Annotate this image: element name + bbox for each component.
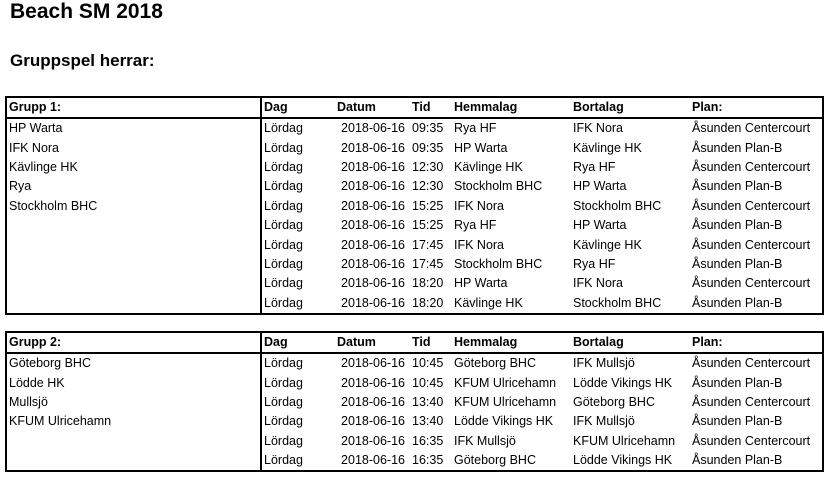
table-row	[6, 432, 823, 451]
table-row	[6, 158, 823, 177]
home-team: KFUM Ulricehamn	[454, 394, 557, 409]
away-team: IFK Mullsjö	[573, 356, 635, 371]
col-header-tid: Tid	[410, 97, 452, 118]
match-time: 09:35	[412, 140, 444, 155]
match-date: 2018-06-16	[341, 237, 405, 252]
away-team: Stockholm BHC	[573, 198, 662, 213]
match-court: Åsunden Centercourt	[690, 432, 823, 451]
team-name: Lödde HK	[6, 373, 261, 392]
match-date: 2018-06-16	[341, 414, 405, 429]
table-row	[6, 294, 823, 314]
match-time: 09:35	[412, 121, 444, 136]
table-row	[6, 412, 823, 431]
match-court: Åsunden Plan-B	[690, 216, 823, 235]
table-header-row	[6, 332, 823, 353]
match-date: 2018-06-16	[341, 218, 405, 233]
table-row	[6, 118, 823, 138]
col-header-bortalag: Bortalag	[571, 332, 690, 353]
home-team: Rya HF	[454, 218, 497, 233]
col-header-hemmalag: Hemmalag	[452, 332, 571, 353]
match-time: 16:35	[412, 433, 444, 448]
away-team: Stockholm BHC	[571, 294, 690, 314]
away-team: IFK Nora	[573, 121, 624, 136]
home-team: Stockholm BHC	[454, 179, 543, 194]
match-time: 17:45	[412, 237, 444, 252]
away-team: Göteborg BHC	[573, 394, 655, 409]
group-2-table	[5, 331, 824, 472]
match-day: Lördag	[261, 451, 331, 471]
team-name: Kävlinge HK	[6, 158, 261, 177]
away-team: Kävlinge HK	[573, 237, 642, 252]
match-court: Åsunden Plan-B	[690, 412, 823, 431]
match-day: Lördag	[264, 394, 303, 409]
match-court: Åsunden Centercourt	[690, 393, 823, 412]
match-day: Lördag	[264, 218, 303, 233]
col-header-hemmalag: Hemmalag	[452, 97, 571, 118]
col-header-dag: Dag	[261, 332, 331, 353]
table-row	[6, 216, 823, 235]
team-name: KFUM Ulricehamn	[6, 412, 261, 431]
match-time: 12:30	[412, 159, 444, 174]
group-name: Grupp 2:	[6, 332, 261, 353]
match-time: 10:45	[412, 375, 444, 390]
team-name	[6, 432, 261, 451]
match-day: Lördag	[264, 256, 303, 271]
match-date: 2018-06-16	[341, 198, 405, 213]
match-day: Lördag	[264, 433, 303, 448]
match-court: Åsunden Centercourt	[690, 274, 823, 293]
match-day: Lördag	[261, 294, 331, 314]
home-team: Rya HF	[454, 121, 497, 136]
home-team: Kävlinge HK	[454, 159, 523, 174]
col-header-datum: Datum	[331, 332, 410, 353]
match-date: 2018-06-16	[341, 356, 405, 371]
match-date: 2018-06-16	[341, 394, 405, 409]
match-court: Åsunden Plan-B	[690, 373, 823, 392]
table-row	[6, 353, 823, 373]
team-name: Rya	[6, 177, 261, 196]
match-time: 16:35	[410, 451, 452, 471]
match-day: Lördag	[264, 276, 303, 291]
match-time: 18:20	[410, 294, 452, 314]
match-date: 2018-06-16	[341, 375, 405, 390]
match-court: Åsunden Centercourt	[690, 197, 823, 216]
match-court: Åsunden Plan-B	[690, 255, 823, 274]
table-row	[6, 255, 823, 274]
home-team: Kävlinge HK	[452, 294, 571, 314]
away-team: HP Warta	[573, 179, 627, 194]
match-date: 2018-06-16	[331, 451, 410, 471]
team-name	[6, 294, 261, 314]
away-team: IFK Mullsjö	[573, 414, 635, 429]
home-team: KFUM Ulricehamn	[454, 375, 557, 390]
group-1-table	[5, 96, 824, 315]
table-header-row	[6, 97, 823, 118]
match-court: Åsunden Plan-B	[690, 294, 823, 314]
match-day: Lördag	[264, 198, 303, 213]
home-team: Stockholm BHC	[454, 256, 543, 271]
match-day: Lördag	[264, 140, 303, 155]
home-team: HP Warta	[454, 276, 508, 291]
match-date: 2018-06-16	[341, 179, 405, 194]
match-court: Åsunden Plan-B	[690, 138, 823, 157]
away-team: IFK Nora	[573, 276, 624, 291]
col-header-datum: Datum	[331, 97, 410, 118]
match-time: 18:20	[412, 276, 444, 291]
away-team: HP Warta	[573, 218, 627, 233]
away-team: Lödde Vikings HK	[571, 451, 690, 471]
match-date: 2018-06-16	[341, 276, 405, 291]
team-name: Stockholm BHC	[6, 197, 261, 216]
match-day: Lördag	[264, 121, 303, 136]
home-team: IFK Nora	[454, 237, 505, 252]
match-day: Lördag	[264, 159, 303, 174]
match-time: 12:30	[412, 179, 444, 194]
team-name	[6, 255, 261, 274]
match-date: 2018-06-16	[341, 121, 405, 136]
match-court: Åsunden Centercourt	[690, 235, 823, 254]
match-day: Lördag	[264, 375, 303, 390]
match-court: Åsunden Centercourt	[690, 118, 823, 138]
section-title: Gruppspel herrar:	[10, 51, 155, 70]
table-row	[6, 235, 823, 254]
home-team: HP Warta	[454, 140, 508, 155]
table-row	[6, 177, 823, 196]
table-row	[6, 451, 823, 471]
team-name: Mullsjö	[6, 393, 261, 412]
match-time: 15:25	[412, 198, 444, 213]
match-court: Åsunden Plan-B	[690, 451, 823, 471]
match-time: 15:25	[412, 218, 444, 233]
team-name: HP Warta	[6, 118, 261, 138]
team-name: Göteborg BHC	[6, 353, 261, 373]
match-time: 17:45	[412, 256, 444, 271]
match-time: 13:40	[412, 394, 444, 409]
match-day: Lördag	[264, 179, 303, 194]
match-date: 2018-06-16	[341, 159, 405, 174]
table-row	[6, 138, 823, 157]
match-date: 2018-06-16	[331, 294, 410, 314]
team-name: IFK Nora	[6, 138, 261, 157]
match-date: 2018-06-16	[341, 256, 405, 271]
away-team: Rya HF	[573, 256, 616, 271]
table-row	[6, 393, 823, 412]
away-team: Lödde Vikings HK	[573, 375, 673, 390]
page-title: Beach SM 2018	[10, 0, 163, 23]
away-team: KFUM Ulricehamn	[573, 433, 676, 448]
col-header-plan: Plan:	[690, 332, 823, 353]
home-team: Göteborg BHC	[452, 451, 571, 471]
match-court: Åsunden Centercourt	[690, 158, 823, 177]
match-court: Åsunden Plan-B	[690, 177, 823, 196]
team-name	[6, 274, 261, 293]
col-header-bortalag: Bortalag	[571, 97, 690, 118]
col-header-plan: Plan:	[690, 97, 823, 118]
table-row	[6, 373, 823, 392]
match-date: 2018-06-16	[341, 433, 405, 448]
away-team: Rya HF	[573, 159, 616, 174]
match-court: Åsunden Centercourt	[690, 353, 823, 373]
match-day: Lördag	[264, 237, 303, 252]
team-name	[6, 235, 261, 254]
home-team: IFK Nora	[454, 198, 505, 213]
match-day: Lördag	[264, 414, 303, 429]
home-team: Göteborg BHC	[454, 356, 536, 371]
match-time: 13:40	[412, 414, 444, 429]
match-date: 2018-06-16	[341, 140, 405, 155]
group-name: Grupp 1:	[6, 97, 261, 118]
home-team: IFK Mullsjö	[454, 433, 516, 448]
away-team: Kävlinge HK	[573, 140, 642, 155]
col-header-tid: Tid	[410, 332, 452, 353]
home-team: Lödde Vikings HK	[454, 414, 554, 429]
match-time: 10:45	[412, 356, 444, 371]
team-name	[6, 216, 261, 235]
col-header-dag: Dag	[261, 97, 331, 118]
table-row	[6, 274, 823, 293]
team-name	[6, 451, 261, 471]
table-row	[6, 197, 823, 216]
match-day: Lördag	[264, 356, 303, 371]
